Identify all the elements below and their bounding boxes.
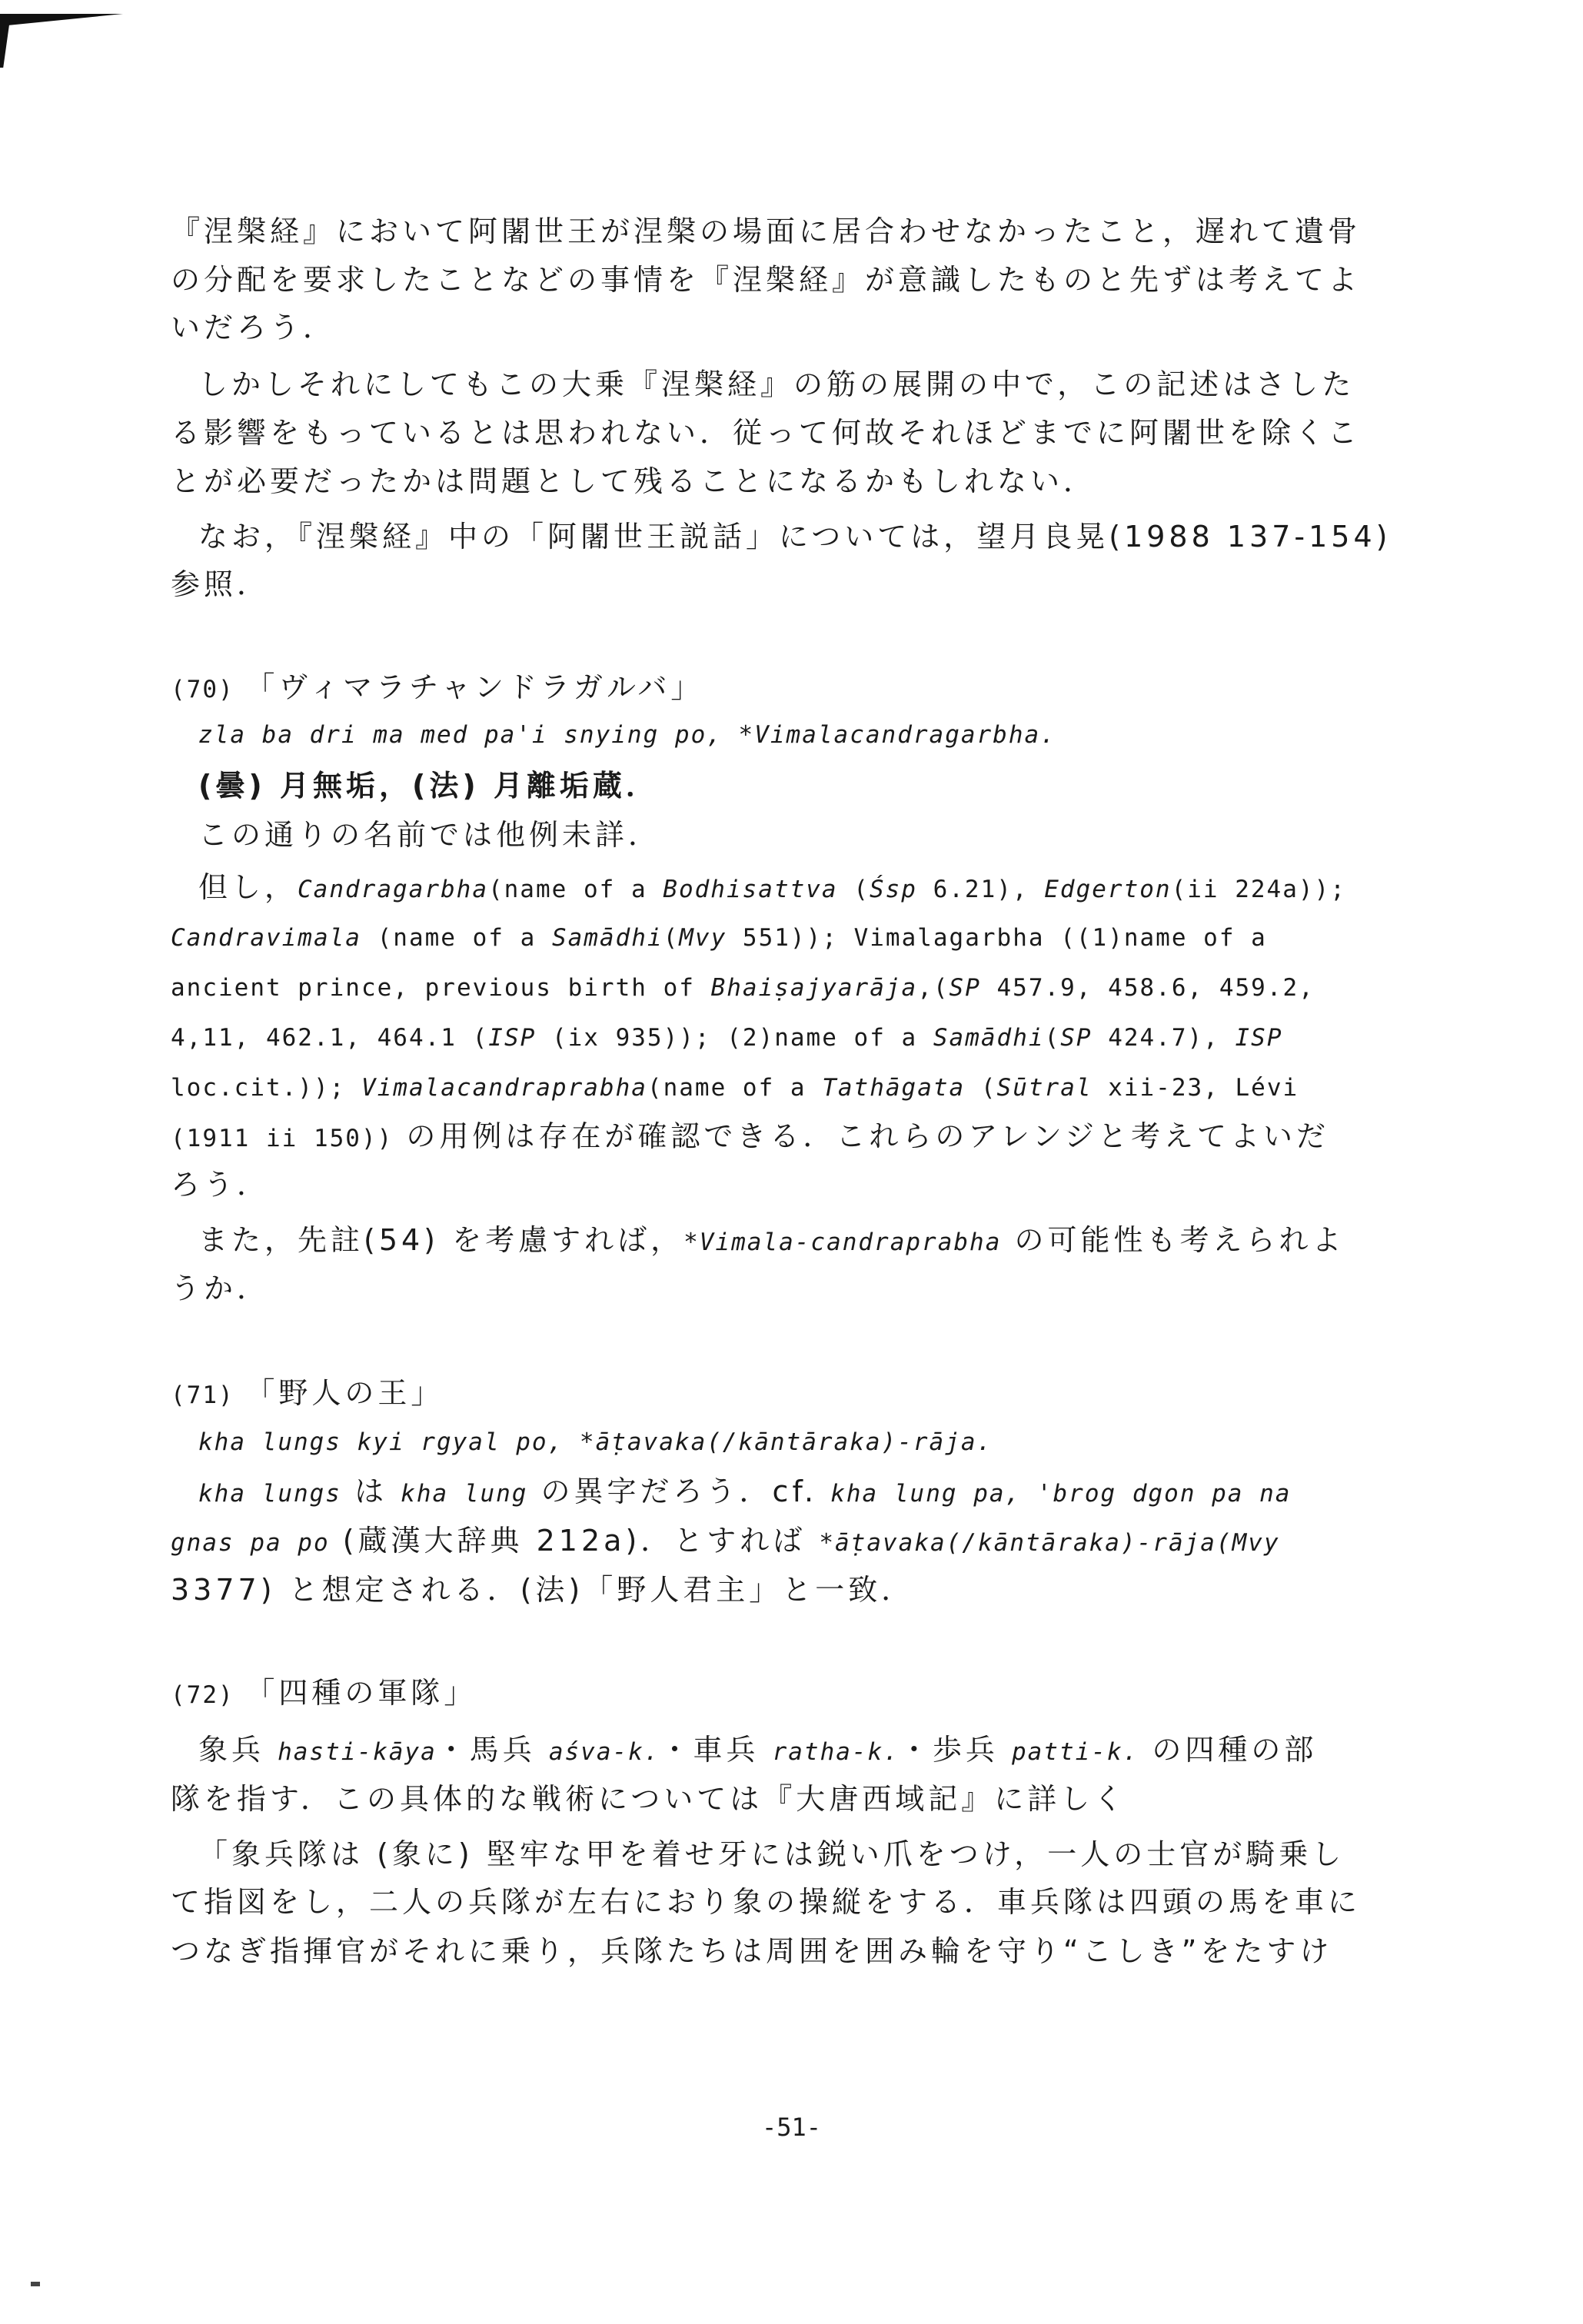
term: Candravimala (171, 924, 361, 952)
text-span: (蔵漢大辞典 212a)．とすれば (329, 1524, 820, 1558)
text-line (198, 867, 1346, 909)
text-line (171, 916, 1267, 958)
text-line: の分配を要求したことなどの事情を『涅槃経』が意識したものと先ずは考えてよ (171, 263, 1362, 297)
term: ISP (1235, 1024, 1283, 1052)
scan-corner-mark-tail (0, 14, 11, 68)
note-number: (72) (171, 1681, 234, 1709)
text-line (171, 966, 1315, 1008)
text-span: 6.21), (916, 876, 1045, 903)
term: kha lung (401, 1480, 528, 1508)
text-line (171, 1521, 1280, 1563)
text-span: 但し， (198, 870, 298, 904)
text-line: 参照． (171, 567, 271, 601)
text-line: (曇) 月無垢，(法) 月離垢蔵． (198, 769, 659, 803)
text-line: 3377) と想定される．(法)「野人君主」と一致． (171, 1573, 915, 1607)
note-title: 「四種の軍隊」 (245, 1676, 477, 1710)
text-span: 551)); Vimalagarbha ((1)name of a (727, 924, 1267, 952)
term: Bhaiṣajyarāja (710, 974, 918, 1002)
text-line: なお，『涅槃経』中の「阿闍世王説話」については，望月良晃(1988 137-154) (198, 520, 1392, 554)
text-span: ( (1044, 1024, 1061, 1052)
text-span: また，先註(54) を考慮すれば， (198, 1223, 684, 1257)
text-span: (name of a (361, 924, 552, 952)
text-line: とが必要だったかは問題として残ることになるかもしれない． (171, 464, 1097, 498)
term: patti-k. (1011, 1738, 1139, 1766)
term: Samādhi (551, 924, 663, 952)
term: Mvy (679, 924, 727, 952)
text-span: ・歩兵 (899, 1733, 1012, 1767)
text-line: いだろう． (171, 311, 337, 344)
note-heading (171, 1373, 444, 1415)
text-line: 『涅槃経』において阿闍世王が涅槃の場面に居合わせなかったこと，遅れて遺骨 (171, 214, 1362, 248)
term: Vimalacandraprabha (361, 1074, 647, 1102)
text-line (171, 1016, 1283, 1058)
text-span: 457.9, 458.6, 459.2, (980, 974, 1315, 1002)
text-line (198, 1220, 1345, 1262)
term: kha lung pa, 'brog dgon pa na (830, 1480, 1292, 1508)
term: Edgerton (1044, 876, 1172, 903)
term: Śsp (869, 876, 917, 903)
text-span: の異字だろう．cf. (527, 1475, 831, 1508)
term: SP (1060, 1024, 1092, 1052)
text-span: (1911 ii 150)) (171, 1125, 394, 1152)
tibetan-term: zla ba dri ma med pa'i snying po, *Vimalacandragarbha. (198, 721, 1056, 749)
term: Candragarbha (298, 876, 488, 903)
note-number: (70) (171, 676, 234, 703)
scan-speck (31, 2282, 40, 2286)
text-line: しかしそれにしてもこの大乗『涅槃経』の筋の展開の中で，この記述はさした (198, 367, 1355, 401)
text-span: は (341, 1475, 401, 1508)
term: *Vimala-candraprabha (683, 1228, 1002, 1256)
text-span: ( (663, 924, 680, 952)
scan-corner-mark (0, 14, 123, 26)
text-span: ・馬兵 (436, 1733, 549, 1767)
page-number: -51- (761, 2113, 822, 2142)
text-span: ( (965, 1074, 997, 1102)
text-span: 424.7), (1092, 1024, 1235, 1052)
text-span: (ix 935)); (2)name of a (536, 1024, 933, 1052)
text-line: て指図をし，二人の兵隊が左右におり象の操縦をする．車兵隊は四頭の馬を車に (171, 1885, 1362, 1919)
term: SP (949, 974, 981, 1002)
text-line: つなぎ指揮官がそれに乗り，兵隊たちは周囲を囲み輪を守り“こしき”をたすけ (171, 1934, 1333, 1968)
text-span: ancient prince, previous birth of (171, 974, 711, 1002)
note-number: (71) (171, 1381, 234, 1409)
term: ISP (488, 1024, 537, 1052)
text-span: ,( (917, 974, 949, 1002)
text-span: 4,11, 462.1, 464.1 ( (171, 1024, 489, 1052)
term: Bodhisattva (663, 876, 838, 903)
term: Sūtral (996, 1074, 1092, 1102)
text-line: ろう． (171, 1168, 271, 1202)
text-line (198, 1730, 1317, 1772)
text-line: この通りの名前では他例未詳． (198, 818, 662, 852)
text-span: (name of a (647, 1074, 823, 1102)
note-heading (171, 667, 703, 710)
text-span: loc.cit.)); (171, 1074, 361, 1102)
term: gnas pa po (171, 1529, 330, 1557)
text-line: 隊を指す．この具体的な戦術については『大唐西域記』に詳しく (171, 1782, 1127, 1816)
term: kha lungs (198, 1480, 341, 1508)
text-line (171, 1116, 1329, 1159)
term: aśva-k. (548, 1738, 660, 1766)
text-span: 象兵 (198, 1733, 278, 1767)
note-heading (171, 1673, 477, 1715)
term: Samādhi (933, 1024, 1045, 1052)
text-span: ( (837, 876, 870, 903)
text-span: (ii 224a)); (1171, 876, 1346, 903)
text-span: の四種の部 (1139, 1733, 1318, 1767)
text-span: (name of a (487, 876, 663, 903)
text-line (171, 1066, 1299, 1108)
tibetan-term: kha lungs kyi rgyal po, *āṭavaka(/kāntāraka)-rāja. (198, 1428, 993, 1456)
text-line (198, 1471, 1291, 1514)
term: *āṭavaka(/kāntāraka)-rāja(Mvy (819, 1529, 1280, 1557)
text-line: る影響をもっているとは思われない．従って何故それほどまでに阿闍世を除くこ (171, 416, 1362, 450)
text-line: 「象兵隊は (象に) 堅牢な甲を着せ牙には鋭い爪をつけ，一人の士官が騎乗し (198, 1837, 1345, 1871)
term: hasti-kāya (278, 1738, 437, 1766)
text-span: ・車兵 (660, 1733, 773, 1767)
note-title: 「ヴィマラチャンドラガルバ」 (245, 670, 704, 704)
term: ratha-k. (772, 1738, 900, 1766)
term: Tathāgata (822, 1074, 966, 1102)
text-line: うか． (171, 1272, 271, 1305)
text-span: の用例は存在が確認できる．これらのアレンジと考えてよいだ (393, 1119, 1329, 1153)
note-title: 「野人の王」 (245, 1376, 444, 1410)
text-span: xii-23, Lévi (1092, 1074, 1299, 1102)
text-span: の可能性も考えられよ (1001, 1223, 1345, 1257)
